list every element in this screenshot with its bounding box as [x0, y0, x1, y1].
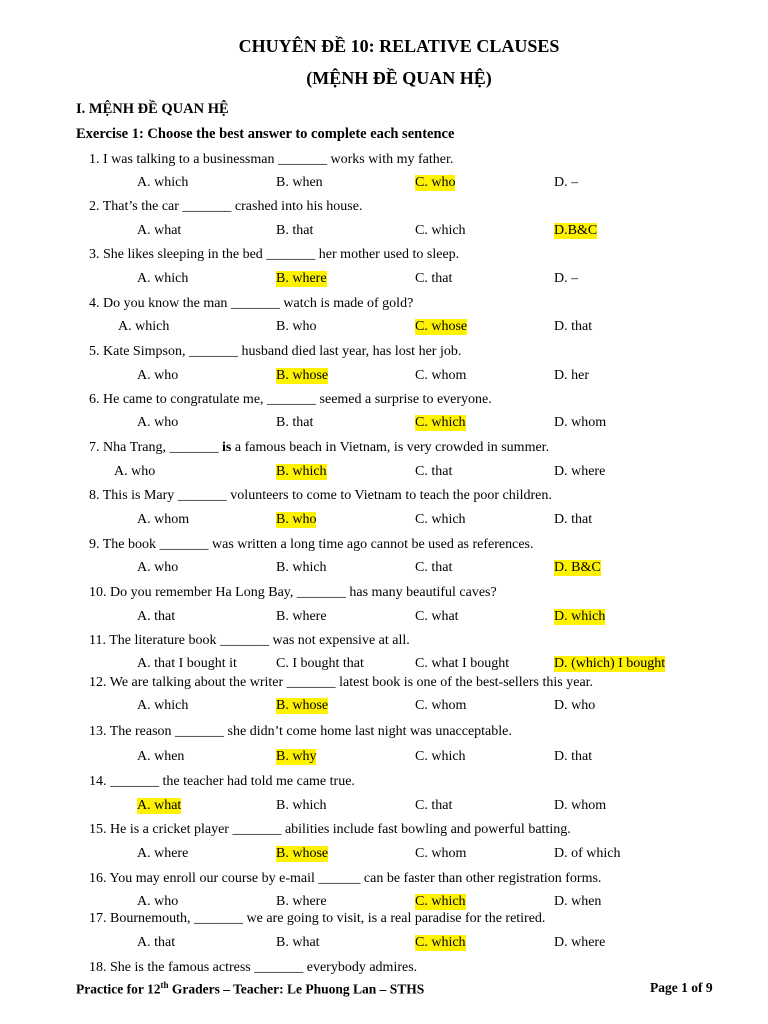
- question-text: 8. This is Mary _______ volunteers to come to Vietnam to teach the poor children.: [89, 488, 552, 503]
- option: D. –: [554, 175, 579, 190]
- option-answer: B. which: [276, 464, 327, 479]
- question-text: 16. You may enroll our course by e-mail ______ can be faster than other registration forms.: [89, 871, 602, 886]
- option-answer: D. which: [554, 609, 606, 624]
- option: C. which: [415, 223, 466, 238]
- option: D. of which: [554, 846, 621, 861]
- question-text: 3. She likes sleeping in the bed _______ her mother used to sleep.: [89, 247, 460, 262]
- option: C. which: [415, 512, 466, 527]
- exercise-instruction: Choose the best answer to complete each sentence: [147, 126, 455, 142]
- option: A. who: [137, 894, 179, 909]
- option-answer: A. what: [137, 798, 182, 813]
- question-text: 13. The reason _______ she didn’t come home last night was unacceptable.: [89, 724, 512, 739]
- question-text: 12. We are talking about the writer _______ latest book is one of the best-sellers this year.: [89, 675, 594, 690]
- option: A. who: [137, 560, 179, 575]
- option-answer: B. whose: [276, 846, 329, 861]
- option: C. whom: [415, 698, 467, 713]
- question-text: 15. He is a cricket player _______ abilities include fast bowling and powerful batting.: [89, 822, 571, 837]
- footer-text: Practice for 12: [76, 981, 161, 997]
- option: D. where: [554, 935, 606, 950]
- option: C. what I bought: [415, 656, 510, 671]
- option: B. where: [276, 609, 327, 624]
- option: C. that: [415, 464, 453, 479]
- question-text: 1. I was talking to a businessman _______ works with my father.: [89, 152, 454, 167]
- document-title: CHUYÊN ĐỀ 10: RELATIVE CLAUSES: [238, 36, 560, 56]
- question-text: 2. That’s the car _______ crashed into his house.: [89, 199, 363, 214]
- question-text: 17. Bournemouth, _______ we are going to visit, is a real paradise for the retired.: [89, 911, 546, 926]
- question-text: 4. Do you know the man _______ watch is made of gold?: [89, 296, 414, 311]
- option: D. when: [554, 894, 602, 909]
- option: C. that: [415, 271, 453, 286]
- exercise-label: Exercise 1:: [76, 126, 144, 142]
- option: A. that I bought it: [137, 656, 237, 671]
- option: D. that: [554, 749, 593, 764]
- option: C. whom: [415, 846, 467, 861]
- option: A. which: [137, 175, 189, 190]
- option: C. what: [415, 609, 459, 624]
- option-answer: B. why: [276, 749, 317, 764]
- option: D. whom: [554, 415, 607, 430]
- option: D. her: [554, 368, 589, 383]
- option: B. what: [276, 935, 320, 950]
- option: B. which: [276, 798, 327, 813]
- question-text: 5. Kate Simpson, _______ husband died last year, has lost her job.: [89, 344, 462, 359]
- option-answer: C. which: [415, 415, 466, 430]
- option-answer: C. whose: [415, 319, 468, 334]
- question-text-bold: is: [222, 440, 232, 455]
- question-text: 6. He came to congratulate me, _______ seemed a surprise to everyone.: [89, 392, 492, 407]
- option: D. who: [554, 698, 596, 713]
- footer-superscript: th: [160, 980, 169, 990]
- option: C. whom: [415, 368, 467, 383]
- option: A. that: [137, 935, 176, 950]
- option: A. where: [137, 846, 189, 861]
- option: D. whom: [554, 798, 607, 813]
- option: D. –: [554, 271, 579, 286]
- question-text-part: a famous beach in Vietnam, is very crowded in summer.: [231, 440, 550, 455]
- option: D. that: [554, 512, 593, 527]
- question-text: 9. The book _______ was written a long time ago cannot be used as references.: [89, 537, 534, 552]
- option-answer: D. B&C: [554, 560, 601, 575]
- page-number: Page 1 of 9: [650, 980, 713, 995]
- option: B. when: [276, 175, 323, 190]
- option: A. that: [137, 609, 176, 624]
- option-answer: B. where: [276, 271, 327, 286]
- option: A. what: [137, 223, 182, 238]
- option-answer: B. who: [276, 512, 317, 527]
- option: B. that: [276, 415, 314, 430]
- option-answer: B. whose: [276, 698, 329, 713]
- question-text: 14. _______ the teacher had told me came true.: [89, 774, 355, 789]
- option: A. which: [118, 319, 170, 334]
- question-text-part: 7. Nha Trang, _______: [89, 440, 223, 455]
- option: A. which: [137, 271, 189, 286]
- option: C. which: [415, 749, 466, 764]
- option: C. that: [415, 560, 453, 575]
- document-subtitle: (MỆNH ĐỀ QUAN HỆ): [306, 68, 492, 88]
- option-answer: D.B&C: [554, 223, 598, 238]
- option: A. whom: [137, 512, 190, 527]
- section-heading: I. MỆNH ĐỀ QUAN HỆ: [76, 101, 229, 117]
- option: D. that: [554, 319, 593, 334]
- option: B. where: [276, 894, 327, 909]
- option: C. I bought that: [276, 656, 364, 671]
- option: A. when: [137, 749, 185, 764]
- option: A. who: [137, 415, 179, 430]
- option: A. who: [114, 464, 156, 479]
- option: A. who: [137, 368, 179, 383]
- footer-course: [76, 980, 424, 998]
- option: D. where: [554, 464, 606, 479]
- option: A. which: [137, 698, 189, 713]
- option-answer: C. which: [415, 894, 466, 909]
- option-answer: C. who: [415, 175, 456, 190]
- option-answer: C. which: [415, 935, 466, 950]
- option: B. who: [276, 319, 317, 334]
- option: B. that: [276, 223, 314, 238]
- option-answer: D. (which) I bought: [554, 656, 666, 671]
- option: B. which: [276, 560, 327, 575]
- option-answer: B. whose: [276, 368, 329, 383]
- question-text: 18. She is the famous actress _______ everybody admires.: [89, 960, 418, 975]
- exercise-heading: [76, 126, 454, 143]
- question-text: 11. The literature book _______ was not expensive at all.: [89, 633, 410, 648]
- option: C. that: [415, 798, 453, 813]
- footer-text: Graders – Teacher: Le Phuong Lan – STHS: [168, 981, 425, 997]
- question-text: [89, 440, 549, 456]
- question-text: 10. Do you remember Ha Long Bay, _______ has many beautiful caves?: [89, 585, 497, 600]
